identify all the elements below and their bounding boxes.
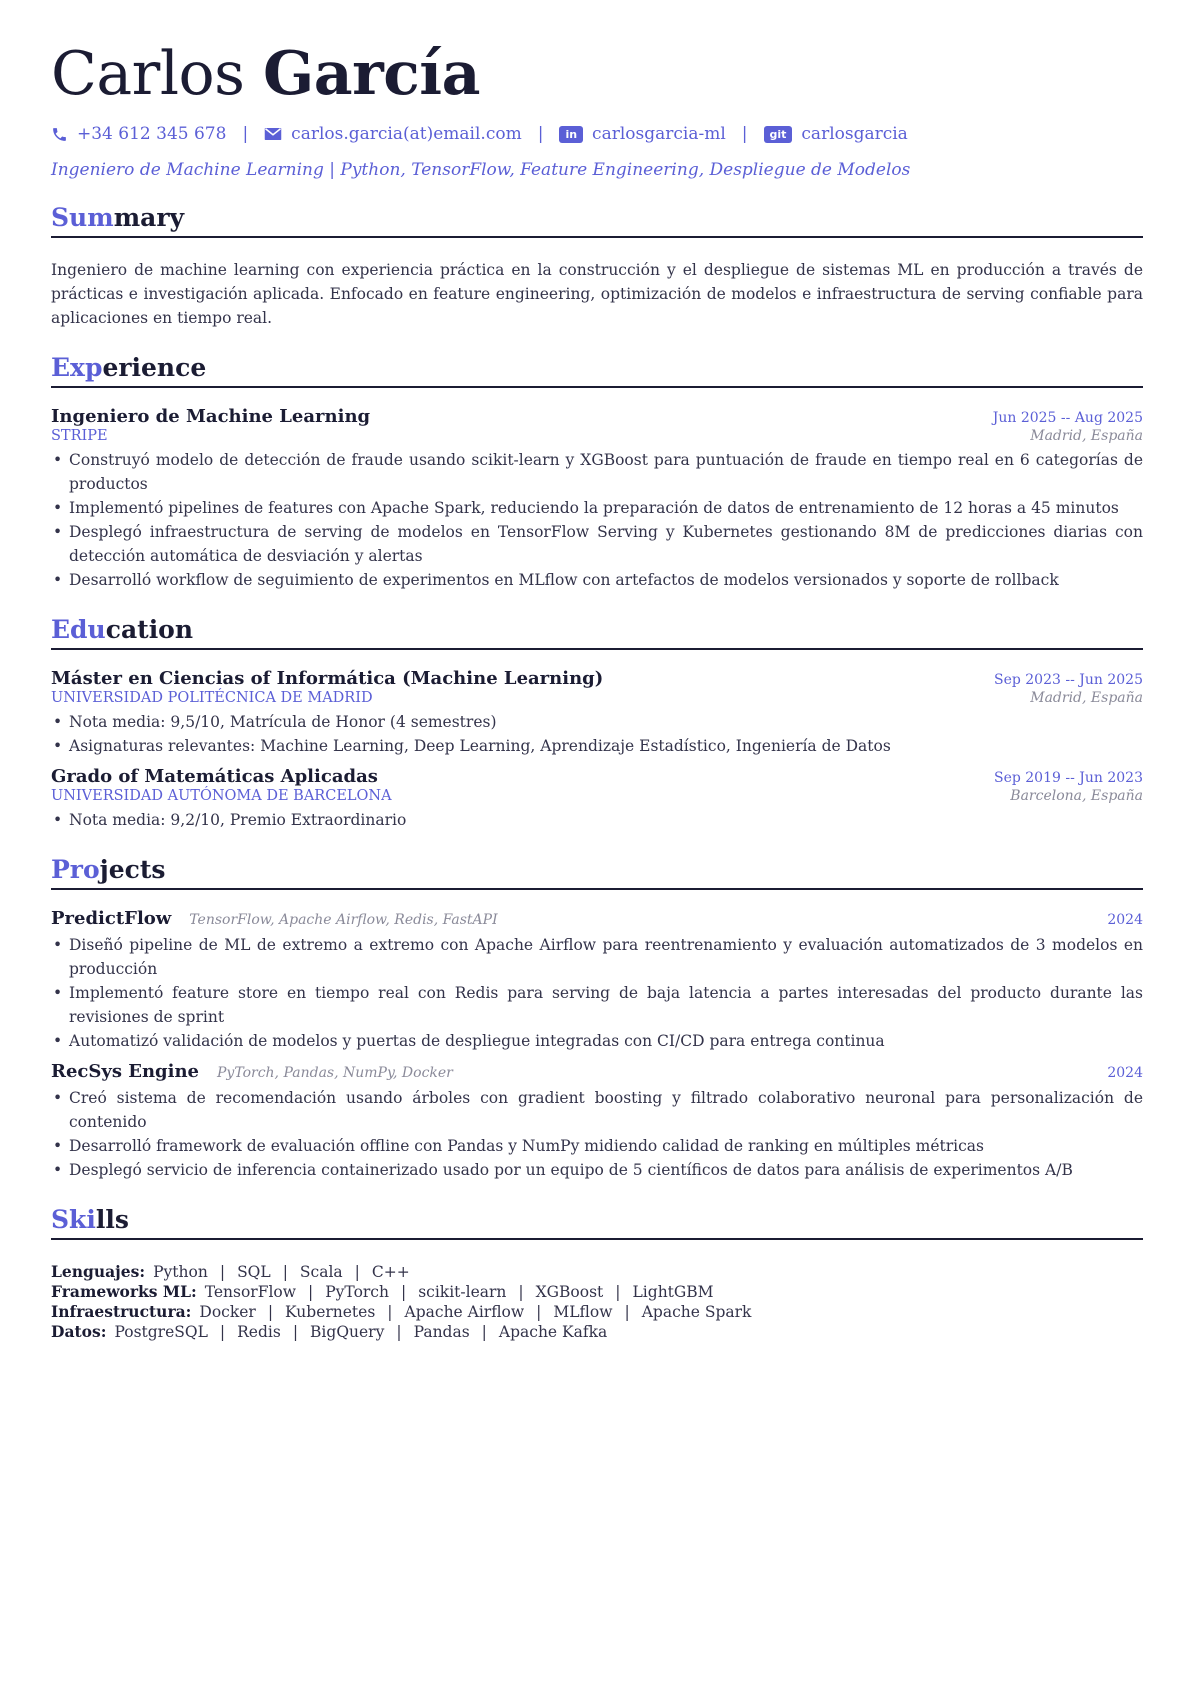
project-year: 2024: [1107, 912, 1143, 928]
contact-bar: [51, 122, 1143, 146]
skill-row: [51, 1282, 1143, 1302]
first-name: Carlos: [51, 39, 245, 109]
skill-separator: |: [219, 1263, 226, 1281]
skill-separator: |: [292, 1323, 299, 1341]
last-name: García: [263, 39, 480, 109]
skills-section: [51, 1204, 1143, 1342]
school-name: UNIVERSIDAD POLITÉCNICA DE MADRID: [51, 690, 373, 706]
education-entry: [51, 766, 1143, 832]
project-title: RecSys Engine PyTorch, Pandas, NumPy, Docker: [51, 1061, 453, 1082]
bullet-list: [51, 710, 1143, 758]
skill-separator: |: [624, 1303, 630, 1321]
contact-email[interactable]: [264, 124, 522, 144]
project-entry: [51, 908, 1143, 1053]
company-name: STRIPE: [51, 428, 108, 444]
list-item: • Desplegó infraestructura de serving de modelos en TensorFlow Serving y Kubernetes gestionando 8M de predicciones diarias con detección automática de desviación y alertas: [51, 520, 1143, 568]
bullet-list: [51, 933, 1143, 1053]
linkedin-text: carlosgarcia-ml: [592, 124, 726, 144]
bullet-list: [51, 808, 1143, 832]
skill-item: Python: [153, 1263, 208, 1281]
skill-item: Redis: [237, 1323, 281, 1341]
contact-separator: |: [242, 124, 249, 144]
summary-section: [51, 202, 1143, 330]
school-location: Madrid, España: [1030, 690, 1143, 706]
skill-item: PostgreSQL: [114, 1323, 208, 1341]
skill-separator: |: [219, 1323, 226, 1341]
school-location: Barcelona, España: [1010, 788, 1143, 804]
experience-section: [51, 352, 1143, 592]
skill-item: LightGBM: [632, 1283, 714, 1301]
skill-item: MLflow: [553, 1303, 613, 1321]
mail-icon: [264, 127, 282, 141]
section-title: Projects: [51, 854, 1143, 890]
skill-category-label: Infraestructura:: [51, 1302, 192, 1321]
github-text: carlosgarcia: [801, 124, 908, 144]
skills-list: [51, 1262, 1143, 1342]
skill-separator: |: [282, 1263, 288, 1281]
job-dates: Jun 2025 -- Aug 2025: [992, 410, 1143, 426]
skill-item: scikit-learn: [418, 1283, 507, 1301]
list-item: • Automatizó validación de modelos y puertas de despliegue integradas con CI/CD para entrega continua: [51, 1029, 1143, 1053]
projects-section: [51, 854, 1143, 1182]
education-entry: [51, 668, 1143, 758]
list-item: • Diseñó pipeline de ML de extremo a extremo con Apache Airflow para reentrenamiento y evaluación automatizados de 3 modelos en producción: [51, 933, 1143, 981]
skill-row: [51, 1262, 1143, 1282]
degree-dates: Sep 2023 -- Jun 2025: [993, 672, 1143, 688]
list-item: • Desarrolló framework de evaluación offline con Pandas y NumPy midiendo calidad de ranking en múltiples métricas: [51, 1134, 1143, 1158]
job-location: Madrid, España: [1030, 428, 1143, 444]
skill-row: [51, 1302, 1143, 1322]
list-item: • Desarrolló workflow de seguimiento de experimentos en MLflow con artefactos de modelos versionados y soporte de rollback: [51, 568, 1143, 592]
git-icon: git: [764, 126, 793, 143]
skill-item: Apache Spark: [641, 1303, 752, 1321]
skill-category-label: Frameworks ML:: [51, 1282, 197, 1301]
experience-entry: [51, 406, 1143, 592]
list-item: • Implementó feature store en tiempo real con Redis para serving de baja latencia a partes interesadas del producto durante las revisiones de sprint: [51, 981, 1143, 1029]
section-title: Skills: [51, 1204, 1143, 1240]
list-item: • Construyó modelo de detección de fraude usando scikit-learn y XGBoost para puntuación de fraude en tiempo real en 6 categorías de productos: [51, 448, 1143, 496]
bullet-list: [51, 448, 1143, 592]
list-item: • Nota media: 9,2/10, Premio Extraordinario: [51, 808, 1143, 832]
bullet-list: [51, 1086, 1143, 1182]
skill-item: Scala: [299, 1263, 343, 1281]
skill-category-label: Datos:: [51, 1322, 107, 1341]
list-item: • Asignaturas relevantes: Machine Learning, Deep Learning, Aprendizaje Estadístico, Ingeniería de Datos: [51, 734, 1143, 758]
skill-item: XGBoost: [535, 1283, 604, 1301]
skill-item: C++: [371, 1263, 410, 1281]
skill-separator: |: [308, 1283, 314, 1301]
skill-item: BigQuery: [310, 1323, 385, 1341]
skill-separator: |: [615, 1283, 621, 1301]
candidate-name: [51, 38, 1143, 110]
project-tech: TensorFlow, Apache Airflow, Redis, FastAPI: [189, 912, 498, 928]
degree-title: Grado of Matemáticas Aplicadas: [51, 766, 378, 787]
skill-separator: |: [387, 1303, 393, 1321]
skill-separator: |: [400, 1283, 407, 1301]
project-year: 2024: [1107, 1065, 1143, 1081]
section-title: Summary: [51, 202, 1143, 238]
skill-item: Pandas: [413, 1323, 470, 1341]
skill-row: [51, 1322, 1143, 1342]
contact-github[interactable]: [764, 124, 908, 144]
project-tech: PyTorch, Pandas, NumPy, Docker: [217, 1065, 453, 1081]
skill-separator: |: [267, 1303, 274, 1321]
contact-separator: |: [537, 124, 544, 144]
phone-icon: [51, 126, 68, 143]
job-title: Ingeniero de Machine Learning: [51, 406, 371, 427]
school-name: UNIVERSIDAD AUTÓNOMA DE BARCELONA: [51, 788, 392, 804]
skill-item: SQL: [237, 1263, 271, 1281]
skill-separator: |: [354, 1263, 360, 1281]
skill-separator: |: [481, 1323, 487, 1341]
phone-text: +34 612 345 678: [77, 124, 227, 144]
tagline: Ingeniero de Machine Learning | Python, TensorFlow, Feature Engineering, Despliegue de Modelos: [51, 160, 911, 180]
contact-phone[interactable]: [51, 124, 226, 144]
section-title: Experience: [51, 352, 1143, 388]
skill-item: Apache Kafka: [498, 1323, 608, 1341]
email-text: carlos.garcia(at)email.com: [291, 124, 522, 144]
skill-item: Docker: [199, 1303, 256, 1321]
skill-category-label: Lenguajes:: [51, 1262, 146, 1281]
skill-item: PyTorch: [325, 1283, 389, 1301]
list-item: • Creó sistema de recomendación usando árboles con gradient boosting y filtrado colaborativo neuronal para personalización de contenido: [51, 1086, 1143, 1134]
contact-linkedin[interactable]: [559, 124, 725, 144]
skill-item: Kubernetes: [285, 1303, 376, 1321]
section-title: Education: [51, 614, 1143, 650]
contact-separator: |: [741, 124, 748, 144]
skill-item: Apache Airflow: [404, 1303, 525, 1321]
skill-separator: |: [518, 1283, 524, 1301]
summary-text: Ingeniero de machine learning con experiencia práctica en la construcción y el despliegue de sistemas ML en producción a través de prácticas e investigación aplicada. Enfocado en feature engineering, optimización de modelos e infraestructura de serving confiable para aplicaciones en tiempo real.: [51, 261, 1143, 327]
education-section: [51, 614, 1143, 832]
project-title: PredictFlow TensorFlow, Apache Airflow, Redis, FastAPI: [51, 908, 498, 929]
linkedin-icon: in: [559, 126, 583, 143]
degree-dates: Sep 2019 -- Jun 2023: [993, 770, 1143, 786]
degree-title: Máster en Ciencias of Informática (Machine Learning): [51, 668, 604, 689]
skill-separator: |: [536, 1303, 542, 1321]
skill-item: TensorFlow: [204, 1283, 297, 1301]
list-item: • Desplegó servicio de inferencia containerizado usado por un equipo de 5 científicos de datos para análisis de experimentos A/B: [51, 1158, 1143, 1182]
list-item: • Nota media: 9,5/10, Matrícula de Honor (4 semestres): [51, 710, 1143, 734]
project-entry: [51, 1061, 1143, 1182]
skill-separator: |: [396, 1323, 402, 1341]
list-item: • Implementó pipelines de features con Apache Spark, reduciendo la preparación de datos de entrenamiento de 12 horas a 45 minutos: [51, 496, 1143, 520]
